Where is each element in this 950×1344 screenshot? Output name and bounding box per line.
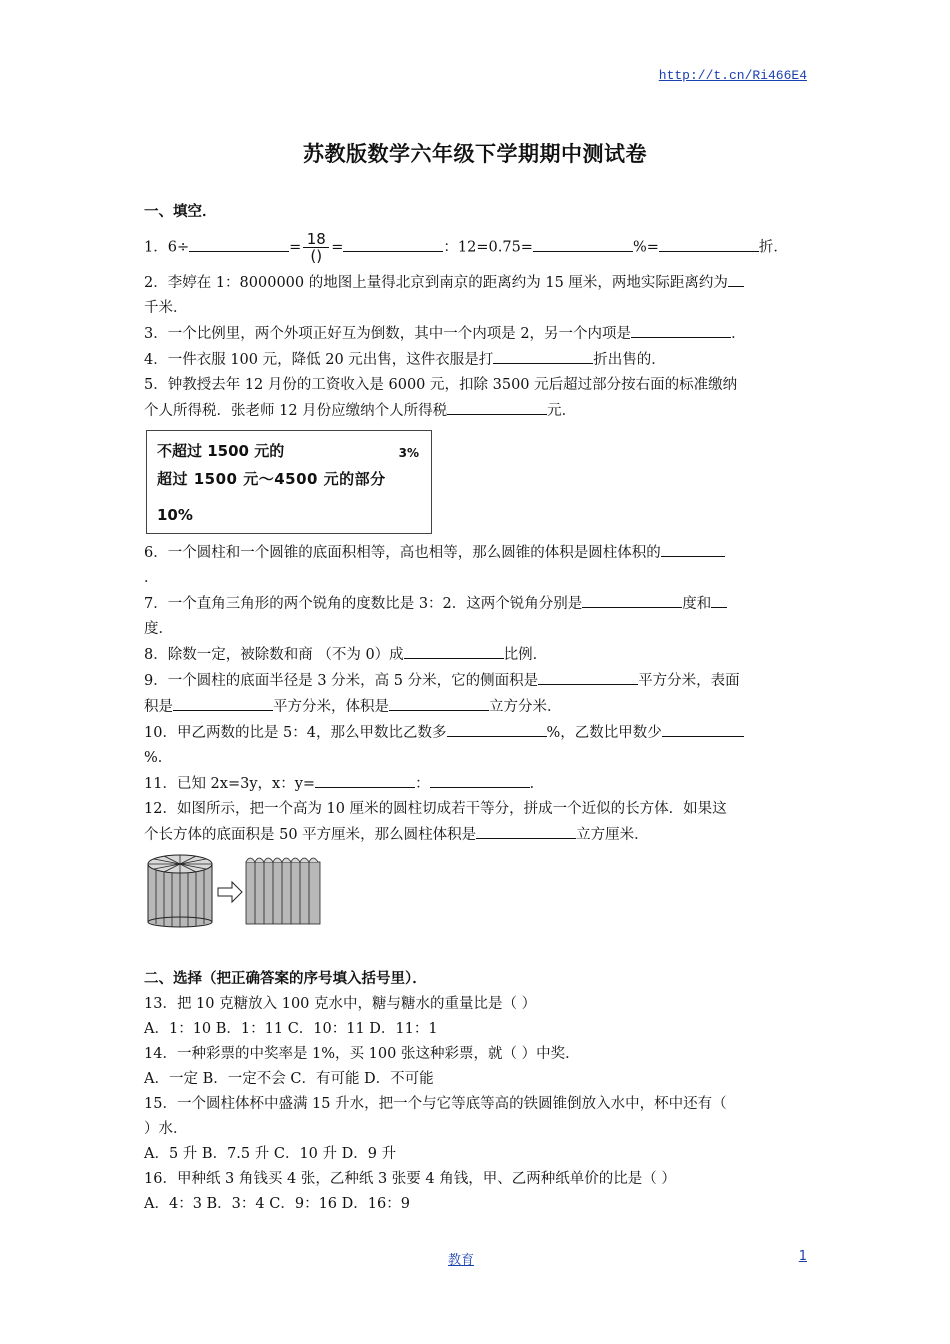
q1-prefix: 1．6÷ <box>144 239 190 256</box>
question-10-cont: %． <box>144 750 173 766</box>
question-11 <box>144 771 806 797</box>
q1-equals-1: = <box>289 239 302 256</box>
q10-line-1: 10．甲乙两数的比是 5：4，那么甲数比乙数多 <box>144 725 447 741</box>
q1-blank-3[interactable] <box>533 235 633 252</box>
q9-line-1: 9．一个圆柱的底面半径是 3 分米，高 5 分米，它的侧面积是 <box>144 673 539 689</box>
q9-mid-1: 平方分米，表面 <box>638 673 740 689</box>
q9-mid-2: 平方分米，体积是 <box>273 699 389 715</box>
q7-blank-2[interactable] <box>711 591 727 608</box>
q11-blank-2[interactable] <box>430 771 530 788</box>
page-number[interactable]: 1 <box>798 1249 807 1264</box>
question-12-cont <box>144 822 806 848</box>
tax-row-1-label: 不超过 1500 元的 <box>157 442 285 460</box>
q9-blank-2[interactable] <box>173 694 273 711</box>
question-15: 15．一个圆柱体杯中盛满 15 升水，把一个与它等底等高的铁圆锥倒放入水中，杯中还有（ <box>144 1096 727 1112</box>
question-4 <box>144 347 806 373</box>
q3-text: 3．一个比例里，两个外项正好互为倒数，其中一个内项是 2，另一个内项是 <box>144 326 632 342</box>
q3-blank[interactable] <box>631 321 731 338</box>
q2-line-1: 2．李婷在 1：8000000 的地图上量得北京到南京的距离约为 15 厘米，两地实际距离约为 <box>144 275 728 291</box>
cylinder-to-cuboid-figure <box>144 852 324 928</box>
q1-zhe-text: 折． <box>758 239 788 256</box>
q1-blank-1[interactable] <box>189 235 289 252</box>
question-8 <box>144 642 806 668</box>
q12-end: 立方厘米． <box>576 827 649 843</box>
arrow-drawing <box>218 882 242 902</box>
question-7 <box>144 591 806 617</box>
tax-row-2-rate: 10% <box>157 506 193 524</box>
tax-row-2-label: 超过 1500 元～4500 元的部分 <box>157 470 386 488</box>
q11-text: 11．已知 2x=3y，x：y= <box>144 776 316 792</box>
question-9-cont <box>144 694 806 720</box>
question-15-options: A．5 升 B．7.5 升 C．10 升 D．9 升 <box>144 1146 397 1162</box>
q5-end: 元． <box>547 403 577 419</box>
page-title: 苏教版数学六年级下学期期中测试卷 <box>303 142 647 166</box>
q4-end: 折出售的． <box>593 352 666 368</box>
q10-mid: %，乙数比甲数少 <box>546 725 662 741</box>
question-16-options: A．4：3 B．3：4 C．9：16 D．16：9 <box>144 1196 410 1212</box>
q7-mid: 度和 <box>682 596 712 612</box>
q8-text: 8．除数一定，被除数和商 （不为 0）成 <box>144 647 404 663</box>
q8-end: 比例． <box>503 647 548 663</box>
question-10 <box>144 720 806 746</box>
question-7-cont: 度． <box>144 621 173 637</box>
q12-line-2: 个长方体的底面积是 50 平方厘米，那么圆柱体积是 <box>144 827 477 843</box>
question-13: 13．把 10 克糖放入 100 克水中，糖与糖水的重量比是（ ） <box>144 996 537 1012</box>
q1-equals-2: = <box>331 239 344 256</box>
section-2-heading: 二、选择（把正确答案的序号填入括号里）． <box>144 971 427 987</box>
q1-percent-text: %= <box>632 239 659 256</box>
header-url-link[interactable]: http://t.cn/Ri466E4 <box>658 68 807 83</box>
q8-blank[interactable] <box>404 642 504 659</box>
q9-line-2: 积是 <box>144 699 173 715</box>
exam-content <box>144 200 806 1217</box>
q4-blank[interactable] <box>493 347 593 364</box>
q4-text: 4．一件衣服 100 元，降低 20 元出售，这件衣服是打 <box>144 352 494 368</box>
question-1 <box>144 231 806 264</box>
q9-blank-3[interactable] <box>389 694 489 711</box>
q1-fraction-numerator: 18 <box>306 230 326 248</box>
question-6-cont: ． <box>144 570 159 586</box>
question-2-cont: 千米． <box>144 300 188 316</box>
q12-blank[interactable] <box>476 822 576 839</box>
question-9 <box>144 668 806 694</box>
q9-end: 立方分米． <box>489 699 562 715</box>
q5-blank[interactable] <box>447 398 547 415</box>
cylinder-drawing <box>148 855 212 927</box>
q9-blank-1[interactable] <box>538 668 638 685</box>
question-5: 5．钟教授去年 12 月份的工资收入是 6000 元，扣除 3500 元后超过部分按右面的标准缴纳 <box>144 377 738 393</box>
question-6 <box>144 540 806 566</box>
q1-ratio-text: ：12=0.75= <box>443 239 533 256</box>
question-16: 16．甲种纸 3 角钱买 4 张，乙种纸 3 张要 4 角钱，甲、乙两种纸单价的比是（ ） <box>144 1171 676 1187</box>
q11-end: ． <box>529 776 545 792</box>
tax-row-1-rate: 3% <box>398 446 419 460</box>
tax-rate-table <box>146 430 432 534</box>
cuboid-drawing <box>246 858 320 924</box>
question-14-options: A．一定 B．一定不会 C．有可能 D．不可能 <box>144 1071 434 1087</box>
q5-line-2: 个人所得税．张老师 12 月份应缴纳个人所得税 <box>144 403 448 419</box>
q11-blank-1[interactable] <box>315 771 415 788</box>
question-15-cont: ）水． <box>144 1121 188 1137</box>
question-14: 14．一种彩票的中奖率是 1%，买 100 张这种彩票，就（ ）中奖． <box>144 1046 580 1062</box>
q1-fraction-denominator: () <box>310 247 323 265</box>
question-13-options: A．1：10 B．1：11 C．10：11 D．11：1 <box>144 1021 438 1037</box>
section-1-heading: 一、填空． <box>144 204 217 220</box>
q10-blank-2[interactable] <box>662 720 744 737</box>
q1-blank-2[interactable] <box>343 235 443 252</box>
q1-fraction <box>303 231 329 264</box>
q1-blank-4[interactable] <box>659 235 759 252</box>
q6-text: 6．一个圆柱和一个圆锥的底面积相等，高也相等，那么圆锥的体积是圆柱体积的 <box>144 545 661 561</box>
q11-mid: ： <box>415 776 430 792</box>
q7-line-1: 7．一个直角三角形的两个锐角的度数比是 3：2．这两个锐角分别是 <box>144 596 583 612</box>
q7-blank-1[interactable] <box>582 591 682 608</box>
q2-blank[interactable] <box>728 270 744 287</box>
question-5-cont <box>144 398 806 424</box>
q10-blank-1[interactable] <box>447 720 547 737</box>
footer-link[interactable]: 教育 <box>448 1253 475 1268</box>
q6-blank[interactable] <box>661 540 725 557</box>
question-3 <box>144 321 806 347</box>
q3-end: ． <box>731 326 746 342</box>
question-2 <box>144 270 806 296</box>
question-12: 12．如图所示，把一个高为 10 厘米的圆柱切成若干等分，拼成一个近似的长方体．如果这 <box>144 801 727 817</box>
